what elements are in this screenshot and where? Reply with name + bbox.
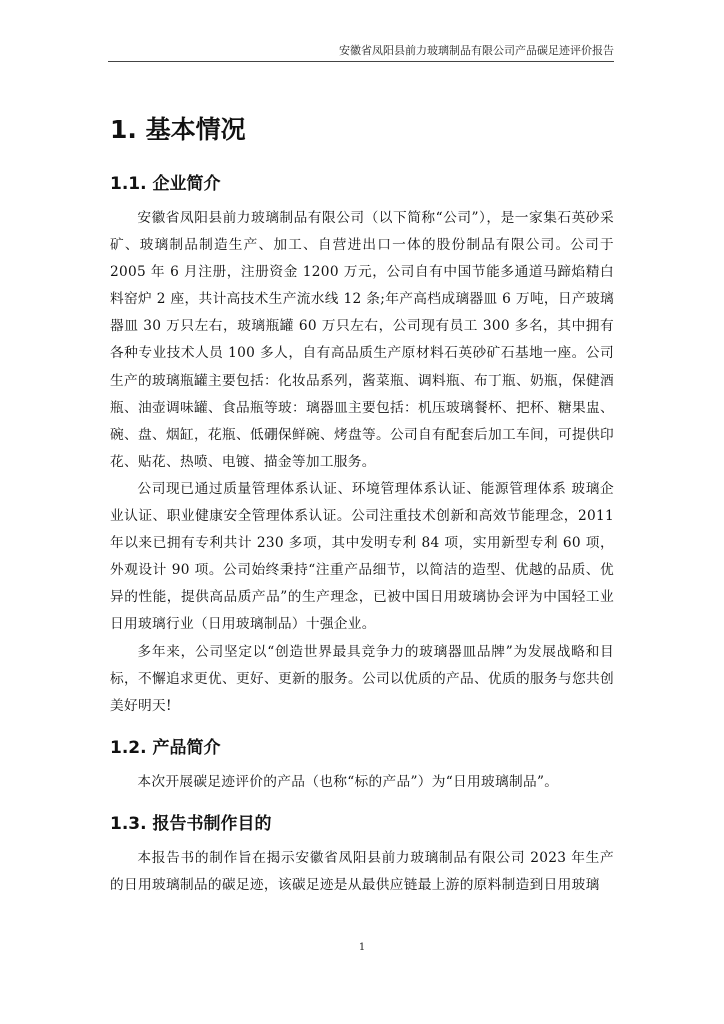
- section-company-profile: [110, 170, 614, 720]
- document-body: [110, 108, 614, 913]
- section-heading: 1.1. 企业简介: [110, 174, 221, 194]
- paragraph: 多年来，公司坚定以“创造世界最具竞争力的玻璃器皿品牌”为发展战略和目标，不懈追求更优、更好、更新的服务。公司以优质的产品、优质的服务与您共创美好明天!: [110, 643, 614, 714]
- running-header-title: 安徽省凤阳县前力玻璃制品有限公司产品碳足迹评价报告: [339, 44, 614, 57]
- running-header: [108, 44, 614, 62]
- page-number: 1: [358, 942, 366, 953]
- section-report-purpose: [110, 810, 614, 899]
- section-product-profile: [110, 734, 614, 796]
- chapter-title: 1. 基本情况: [110, 115, 246, 144]
- paragraph: 本次开展碳足迹评价的产品（也称“标的产品”）为“日用玻璃制品”。: [137, 773, 559, 790]
- paragraph: 安徽省凤阳县前力玻璃制品有限公司（以下简称“公司”），是一家集石英砂采矿、玻璃制品制造生产、加工、自营进出口一体的股份制品有限公司。公司于 2005 年 6 月注册，注册资金 1200 万元，公司自有中国节能多通道马蹄焰精白料窑炉 2 座，共计高技术生产流水线 12 条;年产高档成璃器皿 6 万吨，日产玻璃器皿 30 万只左右，玻璃瓶罐 60 万只左右，公司现有员工 300 多名，其中拥有各种专业技术人员 100 多人，自有高品质生产原材料石英砂矿石基地一座。公司生产的玻璃瓶罐主要包括：化妆品系列，酱菜瓶、调料瓶、布丁瓶、奶瓶，保健酒瓶、油壶调味罐、食品瓶等玻：璃器皿主要包括：机压玻璃餐杯、把杯、糖果盅、碗、盘、烟缸，花瓶、低硼保鲜碗、烤盘等。公司自有配套后加工车间，可提供印花、贴花、热喷、电镀、描金等加工服务。: [110, 210, 614, 470]
- section-heading: 1.2. 产品简介: [110, 737, 221, 758]
- paragraph: 公司现已通过质量管理体系认证、环境管理体系认证、能源管理体系 玻璃企业认证、职业健康安全管理体系认证。公司注重技术创新和高效节能理念，2011 年以来已拥有专利共计 230 多项，其中发明专利 84 项，实用新型专利 60 项，外观设计 90 项。公司始终秉持“注重产品细节，以简洁的造型、优越的品质、优异的性能，提供高品质产品”的生产理念，已被中国日用玻璃协会评为中国轻工业日用玻璃行业（日用玻璃制品）十强企业。: [110, 480, 614, 633]
- section-heading: 1.3. 报告书制作目的: [110, 813, 272, 834]
- paragraph: 本报告书的制作旨在揭示安徽省凤阳县前力玻璃制品有限公司 2023 年生产的日用玻璃制品的碳足迹，该碳足迹是从最供应链最上游的原料制造到日用玻璃: [110, 849, 614, 893]
